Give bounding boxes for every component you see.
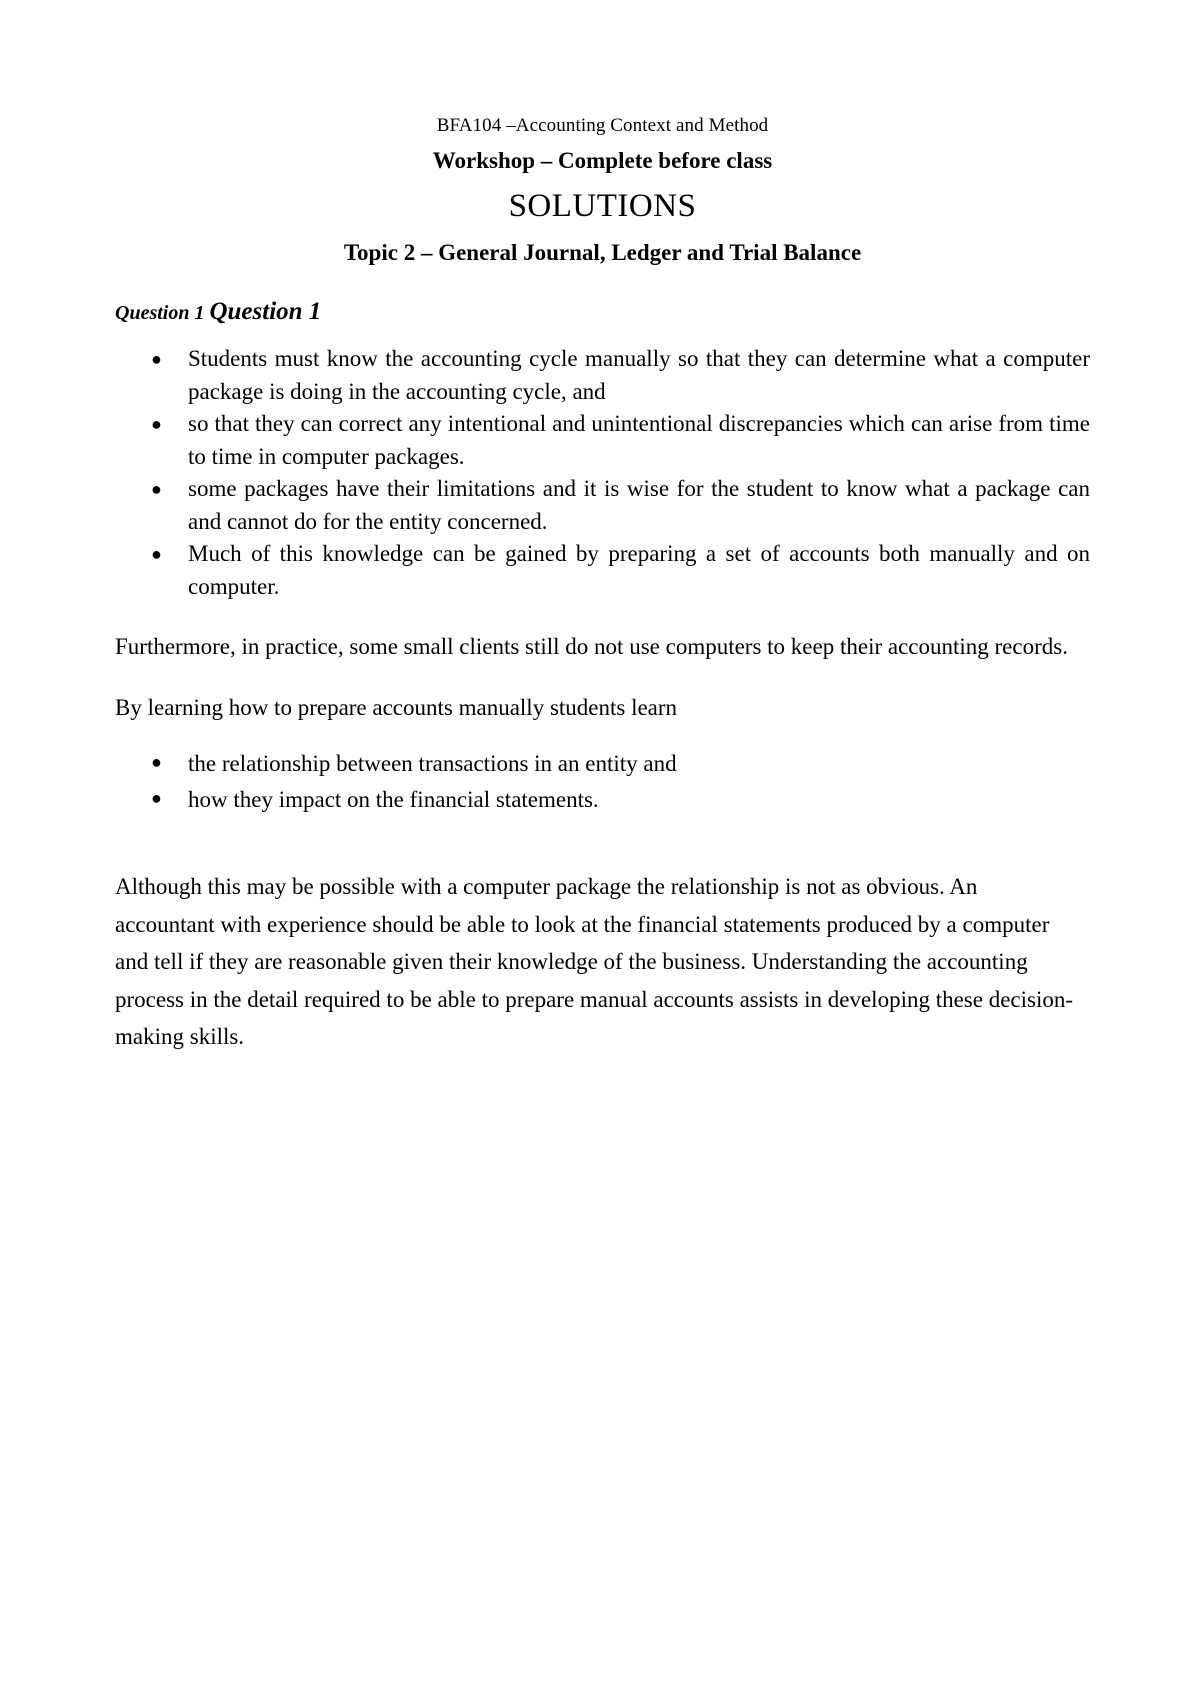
paragraph-by-learning: By learning how to prepare accounts manually students learn [115, 694, 678, 720]
topic-heading: Topic 2 – General Journal, Ledger and Trial Balance [343, 240, 862, 265]
bullet-icon: ● [151, 479, 162, 499]
answer-bullet-list [115, 343, 1090, 603]
document-content [115, 112, 1090, 1056]
list-item [115, 473, 1090, 538]
list-item [115, 408, 1090, 473]
list-item [115, 782, 1090, 818]
paragraph-final: Although this may be possible with a computer package the relationship is not as obvious. An accountant with experience should be able to look at the financial statements produced by a computer and tell if they are reasonable given their knowledge of the business. Understanding the accounting process in the detail required to be able to prepare manual accounts assists in developing these decision-making skills. [115, 874, 1074, 1049]
bullet-icon: ● [151, 414, 162, 434]
question-heading [115, 296, 1090, 329]
bullet-icon: ● [151, 544, 162, 564]
bullet-icon: ● [151, 752, 162, 772]
list-item-text: some packages have their limitations and it is wise for the student to know what a package can and cannot do for the entity concerned. [188, 476, 1090, 534]
list-item-text: Much of this knowledge can be gained by preparing a set of accounts both manually and on computer. [188, 541, 1090, 599]
bullet-icon: ● [151, 349, 162, 369]
question-label-small: Question 1 [115, 302, 205, 324]
workshop-title: Workshop – Complete before class [432, 148, 773, 173]
question-label-large: Question 1 [209, 298, 322, 325]
list-item-text: the relationship between transactions in an entity and [188, 751, 677, 776]
solutions-heading: SOLUTIONS [508, 188, 697, 224]
list-item [115, 746, 1090, 782]
learning-bullet-list [115, 746, 1090, 818]
list-item [115, 343, 1090, 408]
list-item-text: Students must know the accounting cycle manually so that they can determine what a computer package is doing in the accounting cycle, and [188, 346, 1090, 404]
list-item [115, 538, 1090, 603]
bullet-icon: ● [151, 788, 162, 808]
list-item-text: how they impact on the financial statements. [188, 787, 599, 812]
list-item-text: so that they can correct any intentional and unintentional discrepancies which can arise from time to time in computer packages. [188, 411, 1090, 469]
course-title: BFA104 –Accounting Context and Method [436, 115, 769, 136]
paragraph-furthermore: Furthermore, in practice, some small clients still do not use computers to keep their accounting records. [115, 634, 1068, 659]
